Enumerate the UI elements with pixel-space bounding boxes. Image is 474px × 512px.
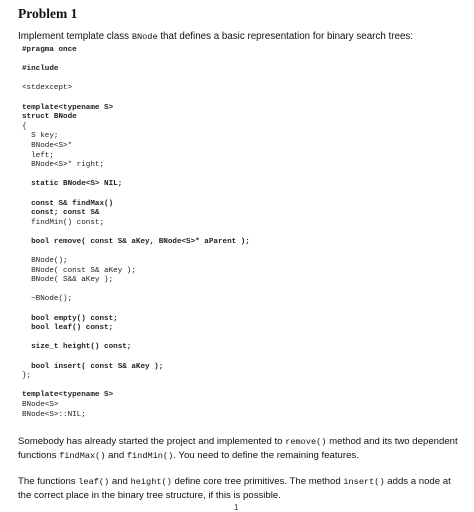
code-line bbox=[22, 94, 462, 104]
code-line: BNode<S>* bbox=[22, 141, 73, 150]
code-line: findMin() const; bbox=[22, 218, 105, 227]
code-line bbox=[22, 353, 462, 363]
paragraph-1-text: Somebody has already started the project and implemented to bbox=[18, 436, 286, 447]
code-line bbox=[22, 334, 462, 344]
code-line: }; bbox=[22, 372, 32, 381]
code-line: bool empty() const; bbox=[22, 314, 118, 323]
code-line: bool leaf() const; bbox=[22, 324, 114, 333]
code-line bbox=[22, 286, 462, 296]
inline-code-insert: insert() bbox=[343, 477, 385, 487]
code-line: template<typename S> bbox=[22, 103, 114, 112]
code-line: size_t height() const; bbox=[22, 343, 132, 352]
inline-code-findmin: findMin() bbox=[126, 451, 174, 461]
code-block bbox=[22, 46, 462, 420]
intro-text-before: Implement template class bbox=[18, 31, 132, 42]
code-line: const; const S& bbox=[22, 209, 100, 218]
code-line: <stdexcept> bbox=[22, 84, 73, 93]
code-line: ~BNode(); bbox=[22, 295, 73, 304]
code-line bbox=[22, 190, 462, 200]
intro-class-name: BNode bbox=[131, 32, 158, 42]
code-line: const S& findMax() bbox=[22, 199, 114, 208]
code-line: BNode( S&& aKey ); bbox=[22, 276, 114, 285]
code-line: template<typename S> bbox=[22, 391, 114, 400]
code-line: struct BNode bbox=[22, 113, 77, 122]
paragraph-2-text: The functions bbox=[18, 476, 79, 487]
inline-code-remove: remove() bbox=[285, 437, 327, 447]
code-line bbox=[22, 247, 462, 257]
inline-code-leaf: leaf() bbox=[78, 477, 110, 487]
code-line: { bbox=[22, 122, 27, 131]
inline-code-findmax: findMax() bbox=[59, 451, 106, 461]
code-line bbox=[22, 56, 462, 66]
code-line: #pragma once bbox=[22, 46, 77, 54]
code-line: static BNode<S> NIL; bbox=[22, 180, 123, 189]
code-line bbox=[22, 75, 462, 85]
inline-code-height: height() bbox=[130, 477, 172, 487]
paragraph-2-text: adds a node at the correct place in the binary tree structure, if this is possible. bbox=[18, 476, 451, 501]
paragraph-1-text: . You need to define the remaining features. bbox=[173, 450, 359, 461]
code-line: BNode<S>::NIL; bbox=[22, 410, 86, 419]
paragraph-2-text: and bbox=[109, 476, 131, 487]
code-line bbox=[22, 305, 462, 315]
page-title: Problem 1 bbox=[18, 6, 78, 21]
code-line: S key; bbox=[22, 132, 59, 141]
code-line bbox=[22, 382, 462, 392]
code-line: BNode( const S& aKey ); bbox=[22, 266, 136, 275]
intro-text bbox=[18, 31, 470, 43]
paragraph-2-text: define core tree primitives. The method bbox=[171, 476, 344, 487]
code-line bbox=[22, 171, 462, 181]
code-line: #include bbox=[22, 65, 59, 74]
code-line: BNode(); bbox=[22, 257, 68, 266]
paragraph-1-text: method and its two dependent functions bbox=[18, 436, 458, 461]
paragraph-1-text: and bbox=[105, 450, 127, 461]
code-line: left; bbox=[22, 151, 54, 160]
intro-text-after: that defines a basic representation for binary search trees: bbox=[157, 31, 414, 42]
page-number: 1 bbox=[234, 503, 239, 512]
code-line: BNode<S> bbox=[22, 400, 59, 409]
paragraph-2 bbox=[18, 475, 464, 502]
paragraph-1 bbox=[18, 435, 464, 463]
code-line: BNode<S>* right; bbox=[22, 161, 105, 170]
code-line bbox=[22, 228, 462, 238]
code-line: bool insert( const S& aKey ); bbox=[22, 362, 164, 371]
code-line: bool remove( const S& aKey, BNode<S>* aParent ); bbox=[22, 237, 250, 246]
